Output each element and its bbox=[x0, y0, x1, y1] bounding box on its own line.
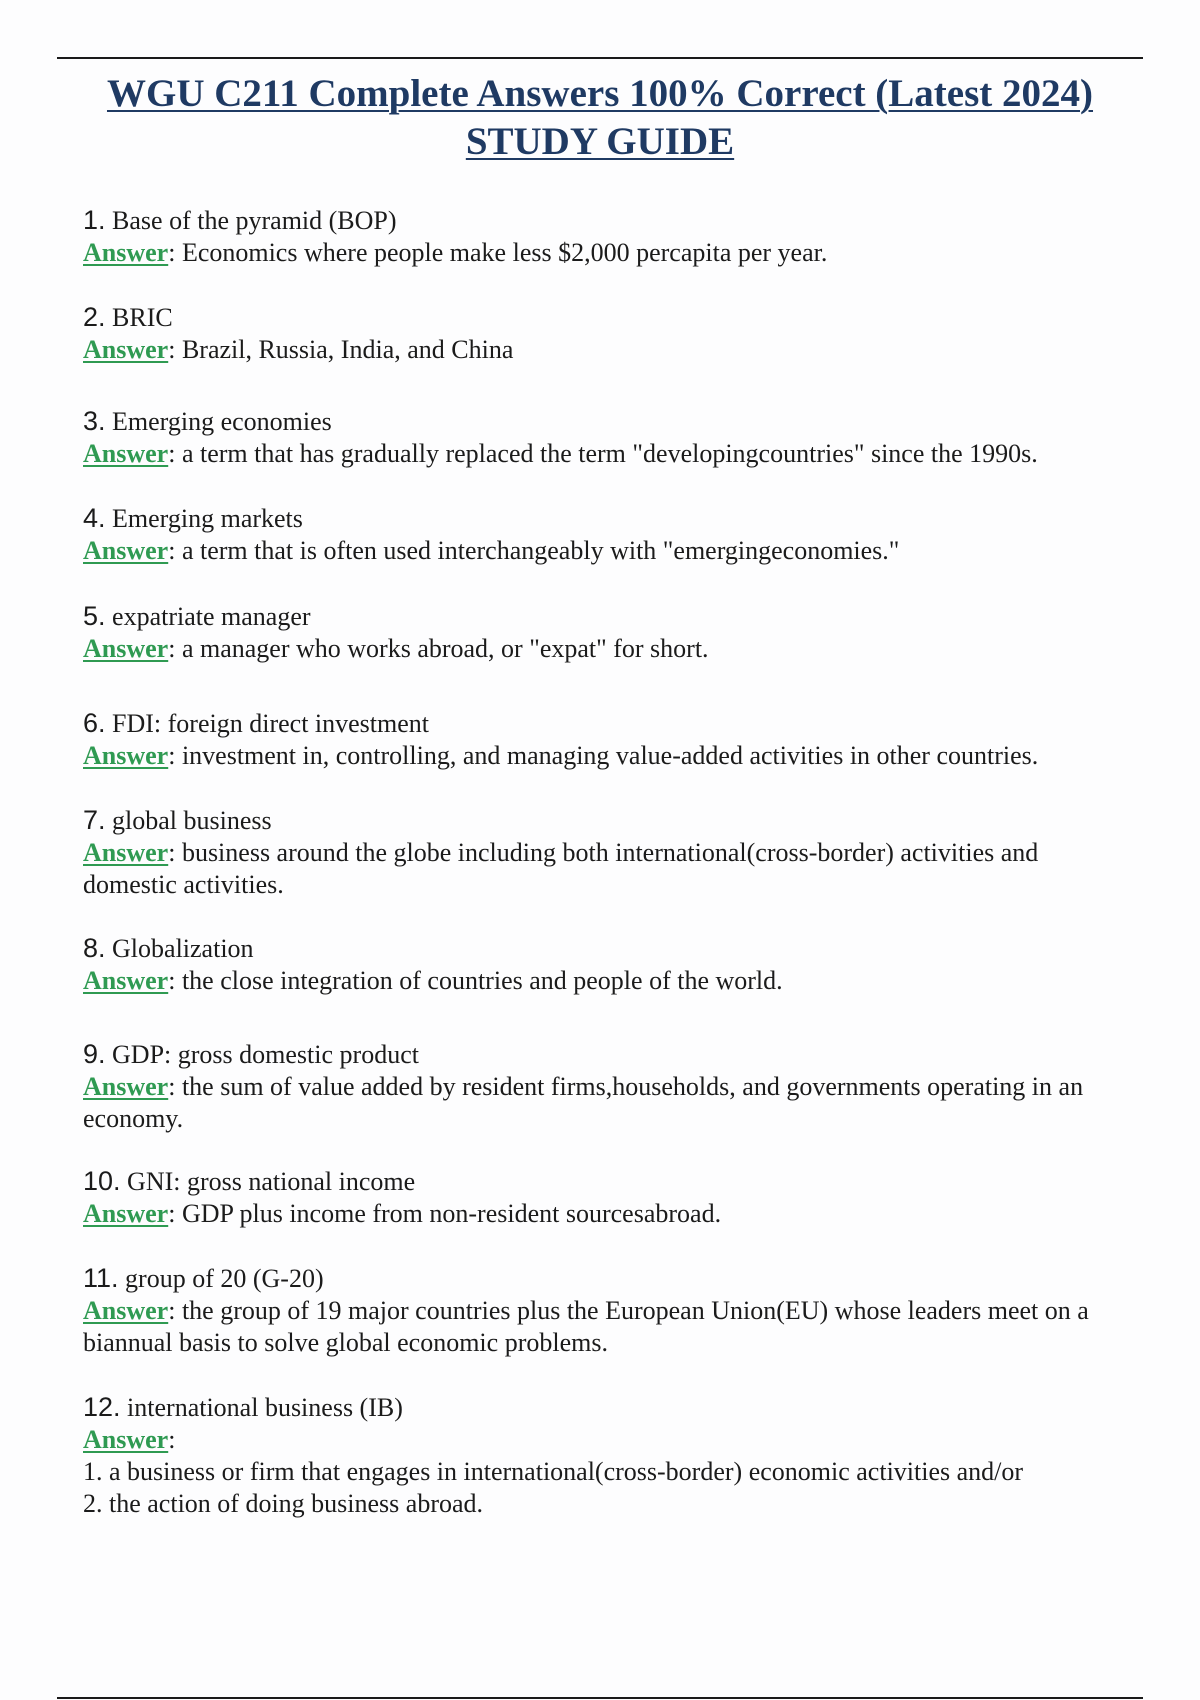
answer bbox=[83, 965, 1128, 997]
top-rule bbox=[57, 57, 1143, 59]
item-number: 11. bbox=[83, 1263, 119, 1293]
answer-text: : Economics where people make less $2,000 percapita per year. bbox=[168, 238, 828, 267]
question bbox=[83, 1262, 1128, 1295]
answer-text: : investment in, controlling, and managing value-added activities in other countries. bbox=[168, 741, 1039, 770]
term: Emerging markets bbox=[112, 504, 303, 533]
qa-item-4 bbox=[83, 502, 1128, 567]
question bbox=[83, 405, 1128, 438]
answer-label: Answer bbox=[83, 439, 169, 468]
answer bbox=[83, 633, 1128, 665]
question bbox=[83, 502, 1128, 535]
answer bbox=[83, 1424, 1128, 1456]
title-line-1: WGU C211 Complete Answers 100% Correct (Latest 2024) bbox=[106, 72, 1094, 115]
question bbox=[83, 804, 1128, 837]
answer-label: Answer bbox=[83, 238, 169, 267]
answer-text: : GDP plus income from non-resident sourcesabroad. bbox=[168, 1199, 722, 1228]
bottom-rule bbox=[57, 1697, 1143, 1699]
item-number: 9. bbox=[83, 1039, 106, 1069]
qa-item-5 bbox=[83, 600, 1128, 665]
qa-item-6 bbox=[83, 707, 1128, 772]
answer-label: Answer bbox=[83, 966, 169, 995]
term: GDP: gross domestic product bbox=[112, 1040, 419, 1069]
item-number: 5. bbox=[83, 601, 106, 631]
answer bbox=[83, 1071, 1128, 1135]
item-number: 6. bbox=[83, 708, 106, 738]
term: international business (IB) bbox=[127, 1393, 403, 1422]
item-number: 2. bbox=[83, 302, 106, 332]
term: Globalization bbox=[112, 934, 254, 963]
answer-text: : the sum of value added by resident firms,households, and governments operating in an economy. bbox=[83, 1072, 1084, 1133]
answer-label: Answer bbox=[83, 1199, 169, 1228]
question bbox=[83, 707, 1128, 740]
term: global business bbox=[112, 806, 272, 835]
answer-text: : the close integration of countries and people of the world. bbox=[168, 966, 783, 995]
answer-label: Answer bbox=[83, 1425, 169, 1454]
item-number: 3. bbox=[83, 406, 106, 436]
answer bbox=[83, 237, 1128, 269]
item-number: 1. bbox=[83, 205, 106, 235]
answer bbox=[83, 837, 1128, 901]
answer-label: Answer bbox=[83, 741, 169, 770]
answer bbox=[83, 334, 1128, 366]
answer bbox=[83, 1198, 1128, 1230]
answer bbox=[83, 740, 1128, 772]
answer-label: Answer bbox=[83, 335, 169, 364]
item-number: 10. bbox=[83, 1166, 121, 1196]
answer-label: Answer bbox=[83, 536, 169, 565]
answer-text: : a manager who works abroad, or "expat" for short. bbox=[168, 634, 709, 663]
answer-text: : Brazil, Russia, India, and China bbox=[168, 335, 514, 364]
item-number: 7. bbox=[83, 805, 106, 835]
answer-text: : a term that has gradually replaced the term "developingcountries" since the 1990s. bbox=[168, 439, 1038, 468]
answer-subitem-1: 1. a business or firm that engages in international(cross-border) economic activities and/or bbox=[83, 1457, 1024, 1486]
answer-label: Answer bbox=[83, 1296, 169, 1325]
question bbox=[83, 1038, 1128, 1071]
document-title bbox=[57, 70, 1143, 166]
qa-item-3 bbox=[83, 405, 1128, 470]
term: Base of the pyramid (BOP) bbox=[112, 206, 397, 235]
question bbox=[83, 1391, 1128, 1424]
qa-item-9 bbox=[83, 1038, 1128, 1135]
answer bbox=[83, 535, 1128, 567]
answer-text: : the group of 19 major countries plus the European Union(EU) whose leaders meet on a biannual basis to solve global economic problems. bbox=[83, 1296, 1089, 1357]
term: group of 20 (G-20) bbox=[125, 1264, 324, 1293]
question bbox=[83, 1165, 1128, 1198]
qa-item-12 bbox=[83, 1391, 1128, 1520]
item-number: 8. bbox=[83, 933, 106, 963]
answer bbox=[83, 438, 1128, 470]
qa-item-1 bbox=[83, 204, 1128, 269]
answer-label: Answer bbox=[83, 634, 169, 663]
qa-item-11 bbox=[83, 1262, 1128, 1359]
question bbox=[83, 204, 1128, 237]
answer-text: : a term that is often used interchangeably with "emergingeconomies." bbox=[168, 536, 900, 565]
qa-item-10 bbox=[83, 1165, 1128, 1230]
term: Emerging economies bbox=[112, 407, 332, 436]
term: BRIC bbox=[112, 303, 173, 332]
answer-subitem-2: 2. the action of doing business abroad. bbox=[83, 1489, 484, 1518]
question bbox=[83, 932, 1128, 965]
term: GNI: gross national income bbox=[127, 1167, 416, 1196]
term: expatriate manager bbox=[112, 602, 311, 631]
qa-item-8 bbox=[83, 932, 1128, 997]
answer-text: : bbox=[168, 1425, 176, 1454]
title-line-2: STUDY GUIDE bbox=[465, 120, 735, 163]
answer bbox=[83, 1295, 1128, 1359]
qa-item-2 bbox=[83, 301, 1128, 366]
question bbox=[83, 600, 1128, 633]
answer-label: Answer bbox=[83, 1072, 169, 1101]
term: FDI: foreign direct investment bbox=[112, 709, 430, 738]
item-number: 4. bbox=[83, 503, 106, 533]
question bbox=[83, 301, 1128, 334]
answer-text: : business around the globe including both international(cross-border) activities and domestic activities. bbox=[83, 838, 1039, 899]
answer-label: Answer bbox=[83, 838, 169, 867]
item-number: 12. bbox=[83, 1392, 121, 1422]
qa-item-7 bbox=[83, 804, 1128, 901]
